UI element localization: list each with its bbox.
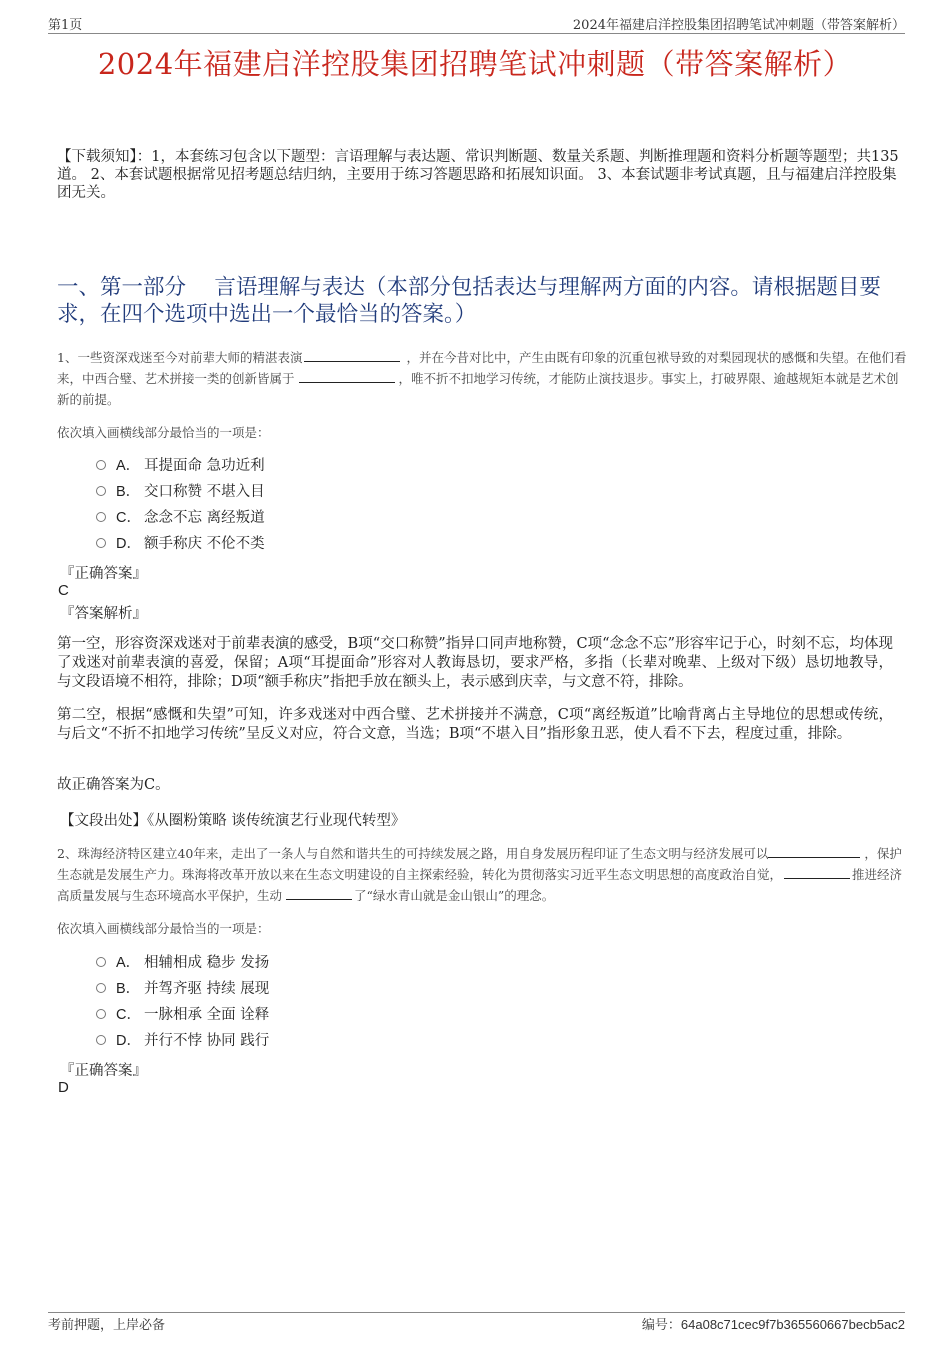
analysis-paragraph-2: 第二空，根据“感慨和失望”可知，许多戏迷对中西合璧、艺术拼接并不满意，C项“离经叛道”比喻背离占主导地位的思想或传统，与后文“不折不扣地学习传统”呈反义对应，符合文意，当选；B项“不堪入目”指形象丑恶，使人看不下去，程度过重，排除。 [57,707,893,742]
question-2-text [57,843,907,906]
page-number: 第1页 [48,18,83,33]
analysis-label: 『答案解析』 [60,606,147,622]
q2-text-part: ，保护生态就是发展生产力。珠海将改革开放以来在生态文明建设的自主探索经验，转化为贯彻落实习近平生态文明思想的高度政治自觉， [57,846,902,882]
option-text: 耳提面命 急功近利 [144,458,265,474]
question-1-text [57,347,907,410]
q2-text-part: 推进经济高质量发展与生态环境高水平保护，生动 [57,867,903,903]
correct-answer-label: 『正确答案』 [60,1063,147,1079]
q1-text-part: ，唯不折不扣地学习传统，才能防止演技退步。事实上，打破界限、逾越规矩本就是艺术创新的前提。 [57,371,899,407]
q1-option-a[interactable] [96,456,265,476]
q2-text-part: 了“绿水青山就是金山银山”的理念。 [354,888,555,903]
q2-blank-3 [286,887,352,900]
section-heading: 一、第一部分 言语理解与表达（本部分包括表达与理解两方面的内容。请根据题目要求，在四个选项中选出一个最恰当的答案。） [57,275,881,327]
radio-icon[interactable] [96,538,106,548]
option-text: 念念不忘 离经叛道 [144,510,265,526]
q1-text-part: ，并在今昔对比中，产生由既有印象的沉重包袱导致的对梨园现状的感慨和失望。在他们看来，中西合璧、艺术拼接一类的创新皆属于 [57,350,907,386]
q1-option-d[interactable] [96,534,265,554]
footer-divider [48,1312,905,1313]
option-letter: C． [116,510,141,526]
radio-icon[interactable] [96,983,106,993]
q1-blank-2 [299,370,395,383]
q2-option-a[interactable] [96,953,269,973]
analysis-paragraph-1: 第一空，形容资深戏迷对于前辈表演的感受，B项“交口称赞”指异口同声地称赞，C项“念念不忘”形容牢记于心，时刻不忘，均体现了戏迷对前辈表演的喜爱，保留；A项“耳提面命”形容对人教诲恳切，要求严格，多指（长辈对晚辈、上级对下级）恳切地教导，与文段语境不相符，排除；D项“额手称庆”指把手放在额头上，表示感到庆幸，与文意不符，排除。 [57,636,893,690]
correct-answer-value: C [58,582,69,599]
option-text: 并行不悖 协同 践行 [144,1033,270,1049]
q1-option-c[interactable] [96,508,265,528]
radio-icon[interactable] [96,460,106,470]
option-text: 相辅相成 稳步 发扬 [144,955,270,971]
option-letter: D． [116,536,141,552]
option-text: 交口称赞 不堪入目 [144,484,265,500]
radio-icon[interactable] [96,486,106,496]
analysis-conclusion: 故正确答案为C。 [57,777,170,793]
option-letter: B． [116,981,141,997]
footer-slogan: 考前押题，上岸必备 [48,1318,166,1333]
q1-text-part: 1、一些资深戏迷至今对前辈大师的精湛表演 [57,350,303,365]
question-1-prompt: 依次填入画横线部分最恰当的一项是： [57,425,270,440]
radio-icon[interactable] [96,1009,106,1019]
q1-blank-1 [304,349,400,362]
q1-option-b[interactable] [96,482,265,502]
footer-code-label: 编号： [641,1318,681,1333]
option-letter: A． [116,458,141,474]
option-text: 额手称庆 不伦不类 [144,536,265,552]
footer-code [642,1314,905,1333]
q2-option-d[interactable] [96,1031,269,1051]
option-letter: A． [116,955,141,971]
header-doc-title: 2024年福建启洋控股集团招聘笔试冲刺题（带答案解析） [572,18,905,33]
radio-icon[interactable] [96,1035,106,1045]
option-letter: B． [116,484,141,500]
option-text: 一脉相承 全面 诠释 [144,1007,270,1023]
q2-text-part: 2、珠海经济特区建立40年来，走出了一条人与自然和谐共生的可持续发展之路，用自身发展历程印证了生态文明与经济发展可以 [57,846,769,861]
option-letter: C． [116,1007,141,1023]
header-divider [48,33,905,34]
q2-option-c[interactable] [96,1005,269,1025]
q2-option-b[interactable] [96,979,269,999]
radio-icon[interactable] [96,512,106,522]
correct-answer-label: 『正确答案』 [60,566,147,582]
q2-blank-1 [768,845,860,858]
option-text: 并驾齐驱 持续 展现 [144,981,270,997]
option-letter: D． [116,1033,141,1049]
document-title: 2024年福建启洋控股集团招聘笔试冲刺题（带答案解析） [97,47,853,81]
footer-code-value: 64a08c71cec9f7b365560667becb5ac2 [680,1317,905,1332]
correct-answer-value: D [58,1079,69,1096]
q2-blank-2 [784,866,850,879]
download-notice: 【下载须知】：1，本套练习包含以下题型：言语理解与表达题、常识判断题、数量关系题、判断推理题和资料分析题等题型；共135道。 2、本套试题根据常见招考题总结归纳，主要用于练习答题思路和拓展知识面。 3、本套试题非考试真题，且与福建启洋控股集团无关。 [57,149,899,201]
passage-source: 【文段出处】《从圈粉策略 谈传统演艺行业现代转型》 [60,813,406,829]
radio-icon[interactable] [96,957,106,967]
question-2-prompt: 依次填入画横线部分最恰当的一项是： [57,921,270,936]
